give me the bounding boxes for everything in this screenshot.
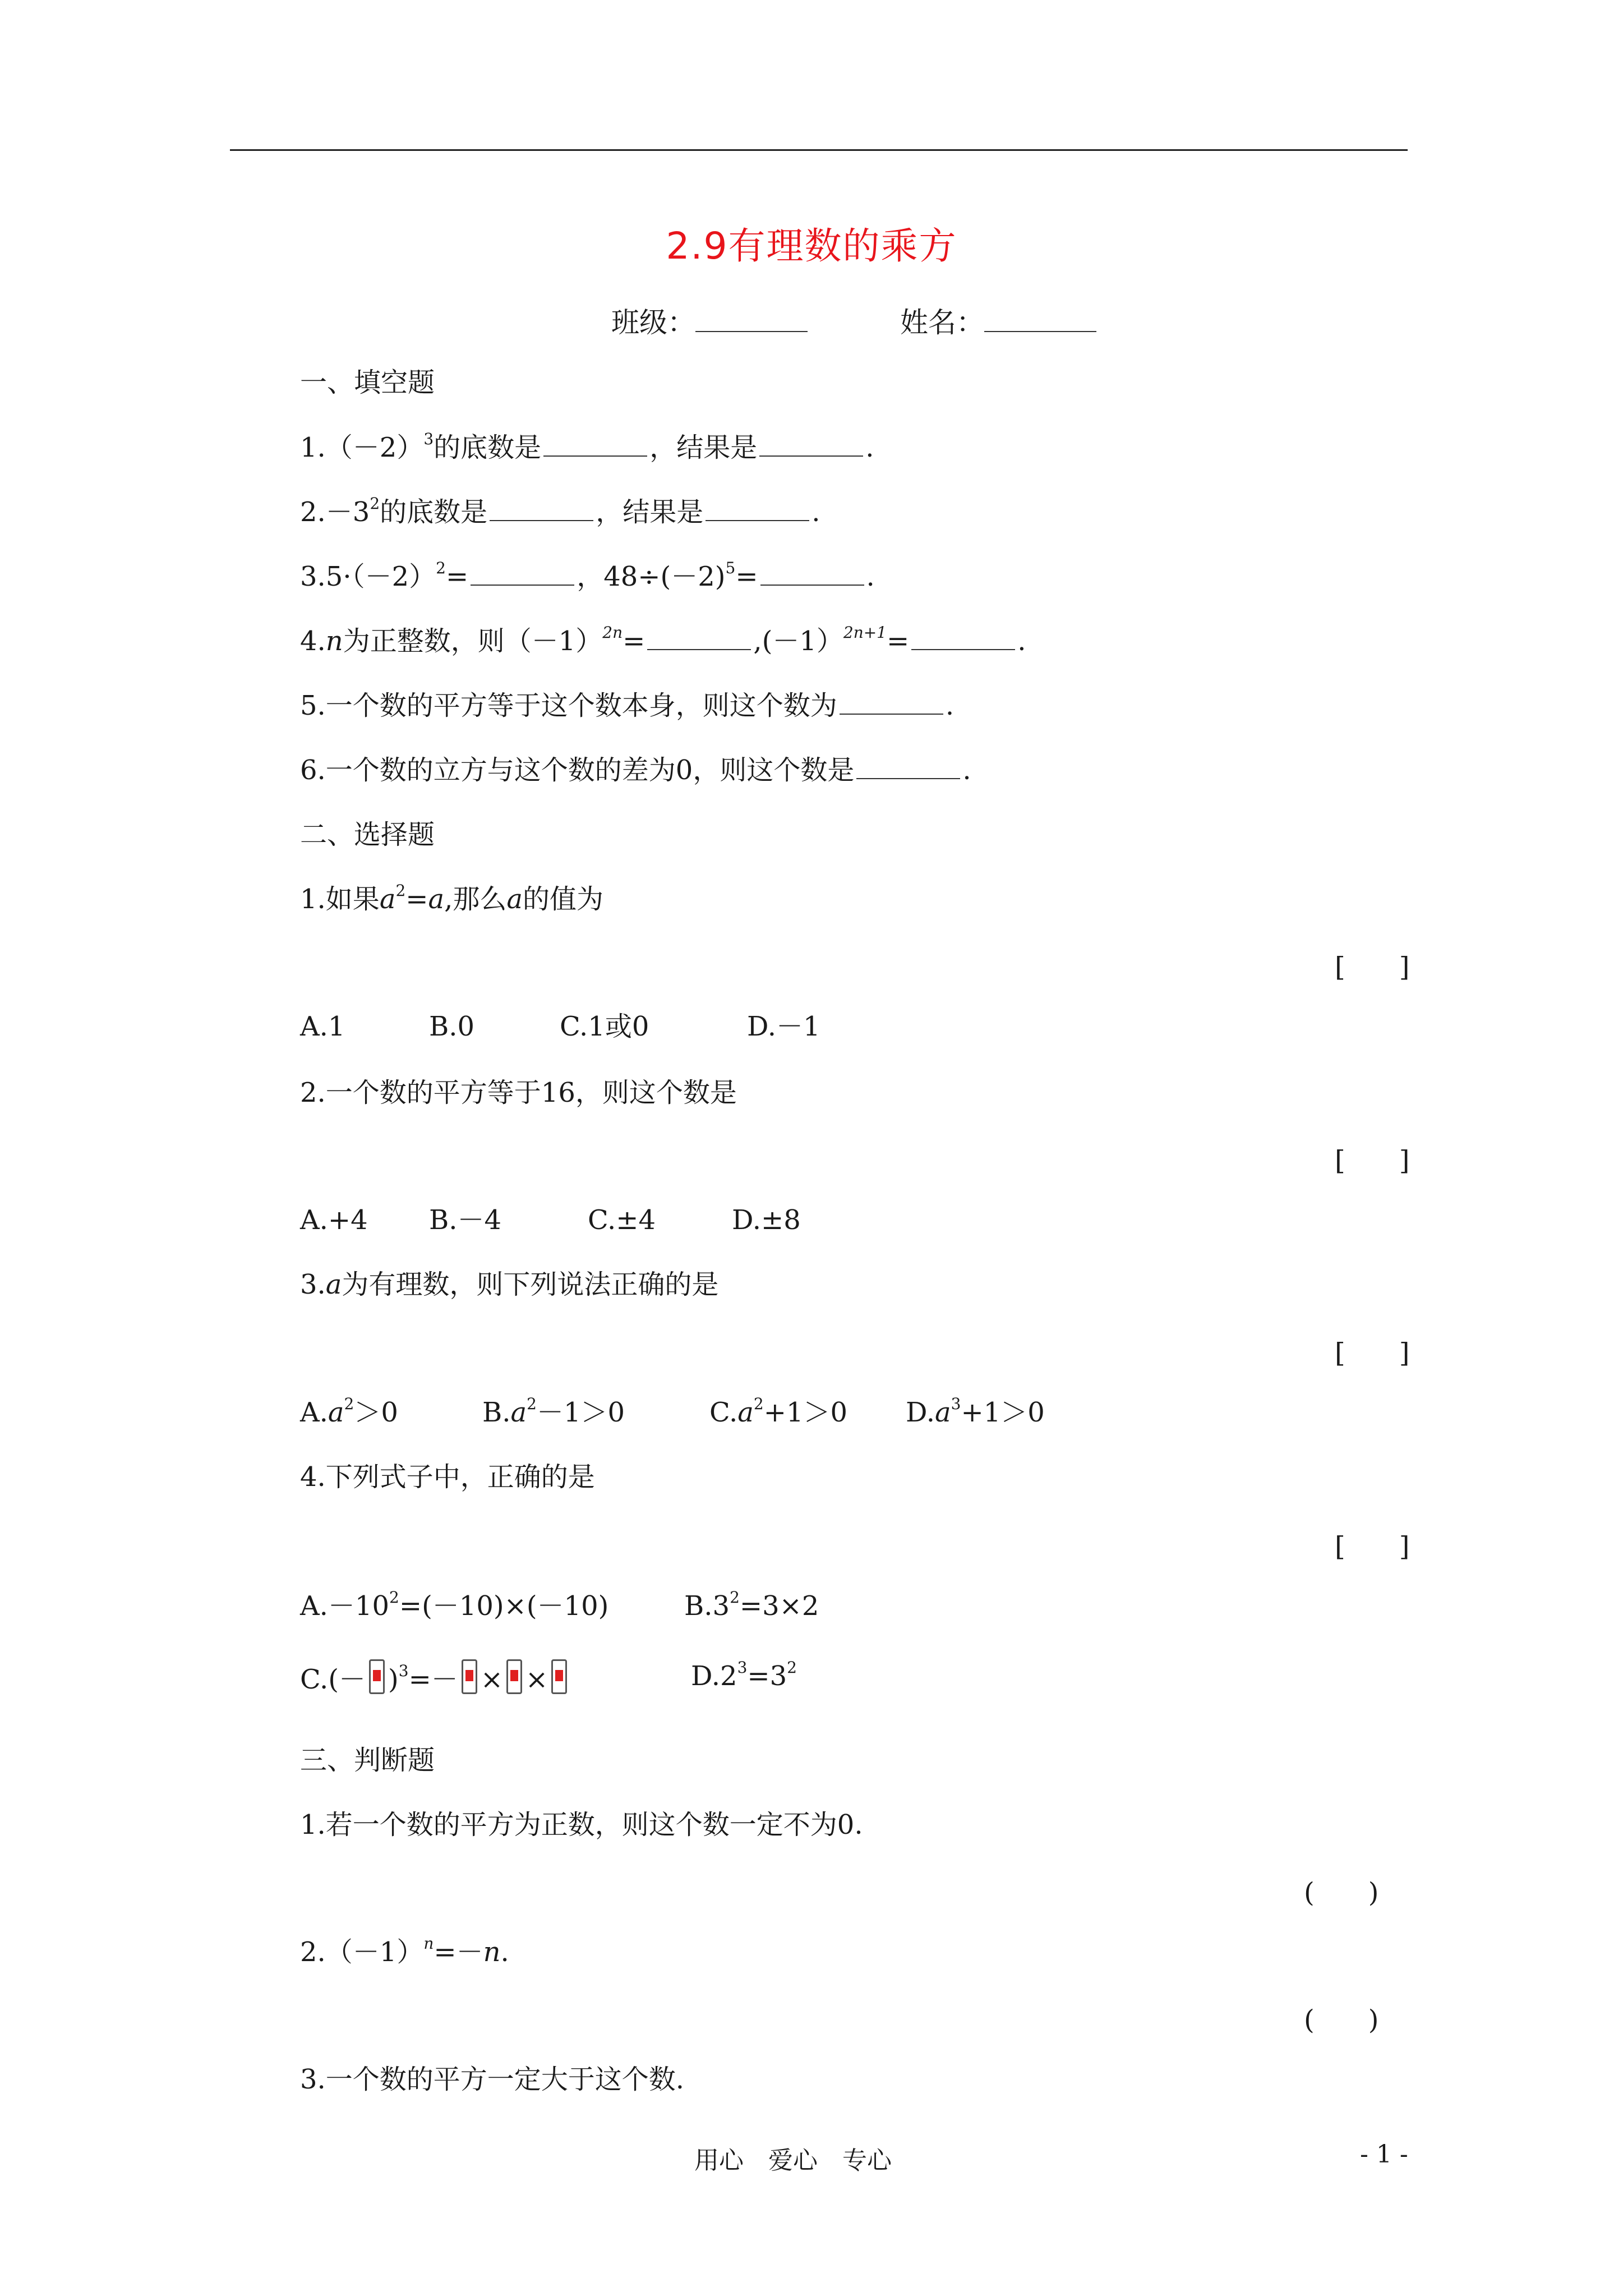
answer-paren[interactable]: ( ) <box>1304 1877 1379 1908</box>
header-rule <box>230 149 1408 151</box>
answer-blank[interactable] <box>543 431 647 457</box>
answer-bracket[interactable]: [ ] <box>1335 1145 1410 1176</box>
option-c[interactable]: C.1或0 <box>560 1011 649 1042</box>
option-b[interactable]: B.0 <box>429 1011 475 1042</box>
broken-image-icon <box>506 1659 522 1694</box>
option-c[interactable]: $C.(- )^3=-$ × × <box>300 1659 570 1696</box>
name-field <box>900 300 1096 341</box>
option-d[interactable]: $D.a^3+1>0$ <box>906 1395 1045 1428</box>
answer-bracket[interactable]: [ ] <box>1335 951 1410 983</box>
answer-bracket[interactable]: [ ] <box>1335 1531 1410 1562</box>
choice-question-3: 3.a为有理数，则下列说法正确的是 <box>300 1269 719 1300</box>
footer-motto: 用心 爱心 专心 <box>694 2146 892 2175</box>
judge-question-2: $2.(-1)^n=-n$. <box>300 1934 509 1968</box>
option-a[interactable]: A.1 <box>300 1011 345 1042</box>
page-number: - 1 - <box>1360 2140 1408 2169</box>
answer-blank[interactable] <box>759 431 863 457</box>
answer-blank[interactable] <box>760 560 864 586</box>
answer-paren[interactable]: ( ) <box>1304 2004 1379 2036</box>
judge-question-3: 3.一个数的平方一定大于这个数. <box>300 2064 685 2095</box>
section-heading-fill: 一、填空题 <box>300 367 435 398</box>
section-heading-choice: 二、选择题 <box>300 819 435 850</box>
fill-question-6: 6.一个数的立方与这个数的差为0，则这个数是 . <box>300 754 971 786</box>
option-d[interactable]: D.±8 <box>732 1204 801 1236</box>
fill-question-3: $3.5\cdot(-2)^2=$ ，$48\div(-2)^5=$ . <box>300 559 875 592</box>
option-a[interactable]: $A.a^2>0$ <box>300 1395 398 1428</box>
page-title: 2.9有理数的乘方 <box>666 224 957 268</box>
name-label: 姓名： <box>900 306 984 339</box>
option-d[interactable]: D.－1 <box>747 1011 820 1042</box>
option-a[interactable]: A.+4 <box>300 1204 368 1236</box>
option-a[interactable]: $A.-10^2=(-10)\times(-10)$ <box>300 1588 609 1622</box>
answer-blank[interactable] <box>840 689 943 715</box>
answer-blank[interactable] <box>911 625 1015 650</box>
option-b[interactable]: B.－4 <box>429 1204 502 1236</box>
answer-blank[interactable] <box>706 496 809 521</box>
choice-question-2: 2.一个数的平方等于16，则这个数是 <box>300 1077 737 1108</box>
name-blank[interactable] <box>984 306 1096 332</box>
answer-bracket[interactable]: [ ] <box>1335 1337 1410 1369</box>
class-blank[interactable] <box>695 306 808 332</box>
choice-question-4: 4.下列式子中，正确的是 <box>300 1461 595 1493</box>
option-c[interactable]: $C.a^2+1>0$ <box>709 1395 848 1428</box>
fill-question-5: 5.一个数的平方等于这个数本身，则这个数为 . <box>300 690 955 721</box>
answer-blank[interactable] <box>490 496 593 521</box>
option-c[interactable]: C.±4 <box>588 1204 656 1236</box>
broken-image-icon <box>551 1659 567 1694</box>
fill-question-1: $1.(-2)^3$的底数是 ，结果是 . <box>300 430 874 463</box>
option-d[interactable]: $D.2^3=3^2$ <box>691 1658 797 1692</box>
broken-image-icon <box>462 1659 477 1694</box>
section-heading-judge: 三、判断题 <box>300 1745 435 1776</box>
answer-blank[interactable] <box>471 560 574 586</box>
fill-question-4: 4.n为正整数，则$(-1)^{2n}= ,(-1)^{2n+1}=$ . <box>300 623 1026 657</box>
fill-question-2: $2.-3^2$的底数是 ，结果是 . <box>300 494 820 528</box>
class-label: 班级： <box>611 306 695 339</box>
answer-blank[interactable] <box>856 754 960 779</box>
answer-blank[interactable] <box>647 625 751 650</box>
option-b[interactable]: $B.3^2=3\times 2$ <box>684 1588 819 1622</box>
choice-question-1: 1.如果$a^2=a$,那么a的值为 <box>300 881 604 915</box>
option-b[interactable]: $B.a^2-1>0$ <box>482 1395 625 1428</box>
class-field <box>611 300 808 341</box>
broken-image-icon <box>369 1659 385 1694</box>
judge-question-1: 1.若一个数的平方为正数，则这个数一定不为0. <box>300 1809 863 1841</box>
